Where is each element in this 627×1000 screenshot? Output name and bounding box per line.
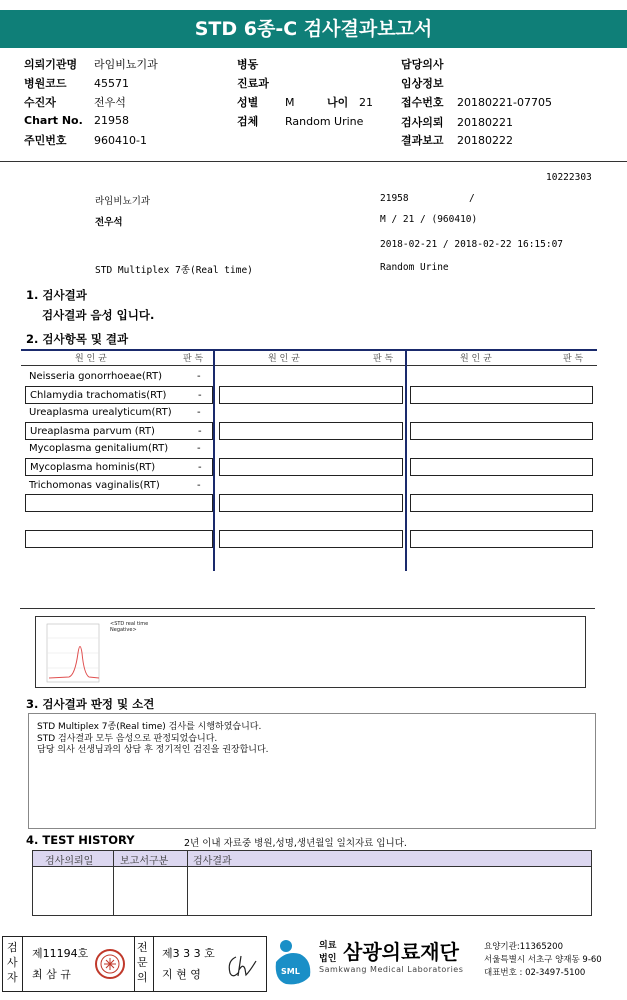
divider — [134, 937, 135, 991]
info-value: 960410-1 — [94, 134, 147, 147]
opinion-line: 담당 의사 선생님과의 상담 후 정기적인 검진을 권장합니다. — [37, 745, 269, 755]
section-3-title: 3. 검사결과 판정 및 소견 — [26, 697, 155, 711]
chart-caption — [110, 621, 148, 633]
divider — [20, 608, 595, 609]
history-col-divider — [113, 851, 114, 915]
info-label: 병동 — [237, 58, 259, 71]
info-value: 21 — [359, 96, 373, 109]
info-value: 20180221 — [457, 116, 513, 129]
org-phone: 대표번호 : 02-3497-5100 — [484, 968, 586, 978]
table-header-line — [21, 365, 597, 366]
history-note: 2년 이내 자료중 병원,성명,생년월일 일치자료 입니다. — [184, 838, 407, 849]
examiner-number: 제11194호 — [32, 947, 89, 960]
info-label: 검체 — [237, 115, 259, 128]
table-col-divider — [405, 349, 407, 571]
table-top-border — [21, 349, 597, 351]
org-name: 삼광의료재단 — [343, 940, 459, 964]
info-hospital — [24, 56, 158, 72]
info-value: 전우석 — [94, 96, 126, 109]
section-4-title: 4. TEST HISTORY — [26, 833, 135, 847]
info-label: 접수번호 — [401, 96, 444, 109]
pathogen-result: - — [197, 407, 201, 418]
info-label: 수진자 — [24, 96, 56, 109]
empty-row — [410, 386, 593, 404]
pcr-chart-panel — [35, 616, 586, 688]
pathogen-result: - — [197, 480, 201, 491]
opinion-line: STD 검사결과 모두 음성으로 판정되었습니다. — [37, 734, 218, 744]
history-col-divider — [187, 851, 188, 915]
info-label: 진료과 — [237, 77, 269, 90]
empty-row — [219, 458, 403, 476]
info-label: 임상정보 — [401, 77, 444, 90]
result-summary: 검사결과 음성 입니다. — [42, 308, 155, 322]
empty-row — [410, 530, 593, 548]
examiner-name: 최 삼 규 — [32, 968, 71, 981]
info-label: 병원코드 — [24, 77, 67, 90]
info-label: 나이 — [327, 96, 349, 109]
print-sex-age: M / 21 / (960410) — [380, 214, 478, 225]
info-department — [237, 75, 285, 91]
print-chart: 21958 — [380, 193, 409, 204]
info-value: 20180222 — [457, 134, 513, 147]
table-row — [25, 458, 213, 476]
print-code: 10222303 — [546, 172, 592, 183]
col-header-judge: 판 독 — [373, 354, 394, 364]
print-hospital: 라임비뇨기과 — [95, 196, 151, 207]
pathogen-name: Chlamydia trachomatis(RT) — [30, 390, 167, 401]
info-doctor — [401, 56, 457, 72]
org-prefix: 의료 — [319, 941, 337, 951]
print-slash: / — [469, 193, 475, 204]
info-label: Chart No. — [24, 114, 83, 127]
empty-row — [410, 422, 593, 440]
info-label: 담당의사 — [401, 58, 444, 71]
history-table — [32, 850, 592, 916]
col-header-pathogen: 원 인 균 — [268, 354, 300, 364]
history-col-header: 보고서구분 — [120, 856, 169, 867]
signature-icon — [224, 951, 260, 981]
info-ward — [237, 56, 285, 72]
table-row — [25, 404, 213, 422]
history-col-header: 검사결과 — [193, 856, 232, 867]
info-label: 성별 — [237, 96, 259, 109]
history-header — [33, 851, 591, 867]
org-code: 요양기관:11365200 — [484, 942, 563, 952]
pathogen-result: - — [197, 443, 201, 454]
info-hospital-code — [24, 75, 129, 91]
pathogen-result: - — [198, 462, 202, 473]
seal-stamp-icon — [94, 948, 126, 980]
info-sex — [237, 94, 295, 110]
print-specimen: Random Urine — [380, 262, 449, 273]
col-header-judge: 판 독 — [183, 354, 204, 364]
empty-row — [219, 530, 403, 548]
empty-row — [219, 386, 403, 404]
print-patient: 전우석 — [95, 217, 123, 228]
pathogen-result: - — [197, 371, 201, 382]
divider — [0, 161, 627, 162]
svg-text:SML: SML — [281, 967, 300, 976]
pathogen-result: - — [198, 390, 202, 401]
info-label: 결과보고 — [401, 134, 444, 147]
info-label: 주민번호 — [24, 134, 67, 147]
info-value: 라임비뇨기과 — [94, 58, 158, 71]
pathogen-name: Ureaplasma urealyticum(RT) — [29, 407, 172, 418]
opinion-line: STD Multiplex 7종(Real time) 검사를 시행하였습니다. — [37, 722, 262, 732]
org-english-name: Samkwang Medical Laboratories — [319, 965, 464, 974]
table-row — [25, 477, 213, 495]
empty-row — [25, 530, 213, 548]
pathogen-name: Trichomonas vaginalis(RT) — [29, 480, 160, 491]
info-resident-no — [24, 132, 147, 148]
pathogen-name: Ureaplasma parvum (RT) — [30, 426, 155, 437]
info-specimen — [237, 113, 363, 129]
info-receipt-no — [401, 94, 552, 110]
org-address: 서울특별시 서초구 양재동 9-60 — [484, 955, 602, 965]
opinion-box — [28, 713, 596, 829]
table-row — [25, 422, 213, 440]
table-row — [25, 368, 213, 386]
pathogen-name: Mycoplasma genitalium(RT) — [29, 443, 169, 454]
empty-row — [410, 458, 593, 476]
empty-row — [410, 494, 593, 512]
pathogen-result: - — [198, 426, 202, 437]
print-test-name: STD Multiplex 7종(Real time) — [95, 265, 253, 276]
info-value: Random Urine — [285, 115, 364, 128]
info-clinical — [401, 75, 457, 91]
empty-row — [219, 422, 403, 440]
info-chart-no — [24, 114, 129, 127]
info-age — [327, 94, 373, 110]
info-value: 20180221-07705 — [457, 96, 552, 109]
empty-row — [219, 494, 403, 512]
info-label: 의뢰기관명 — [24, 58, 78, 71]
table-row — [25, 386, 213, 404]
chart-caption-line: Negative> — [110, 627, 137, 633]
sml-logo-icon — [272, 938, 316, 988]
divider — [153, 937, 154, 991]
col-header-pathogen: 원 인 균 — [75, 354, 107, 364]
table-col-divider — [213, 349, 215, 571]
reviewer-name: 지 현 영 — [162, 968, 201, 981]
history-col-header: 검사의뢰일 — [45, 856, 94, 867]
empty-row — [25, 494, 213, 512]
report-title: STD 6종-C 검사결과보고서 — [0, 10, 627, 48]
pathogen-name: Mycoplasma hominis(RT) — [30, 462, 156, 473]
examiner-label: 검사자 — [7, 941, 18, 984]
info-report-date — [401, 132, 513, 148]
info-request-date — [401, 114, 513, 130]
col-header-pathogen: 원 인 균 — [460, 354, 492, 364]
info-value: M — [285, 96, 295, 109]
section-1-title: 1. 검사결과 — [26, 288, 87, 302]
table-row — [25, 440, 213, 458]
reviewer-number: 제3 3 3 호 — [162, 947, 215, 960]
pathogen-name: Neisseria gonorrhoeae(RT) — [29, 371, 162, 382]
reviewer-label: 전문의 — [137, 941, 148, 984]
chart-caption-line: <STD real time — [110, 621, 149, 627]
info-value: 45571 — [94, 77, 129, 90]
org-prefix: 법인 — [319, 954, 337, 964]
info-label: 검사의뢰 — [401, 116, 444, 129]
info-patient — [24, 94, 126, 110]
print-dates: 2018-02-21 / 2018-02-22 16:15:07 — [380, 239, 564, 250]
info-value: 21958 — [94, 114, 129, 127]
divider — [22, 937, 23, 991]
section-2-title: 2. 검사항목 및 결과 — [26, 332, 129, 346]
col-header-judge: 판 독 — [563, 354, 584, 364]
